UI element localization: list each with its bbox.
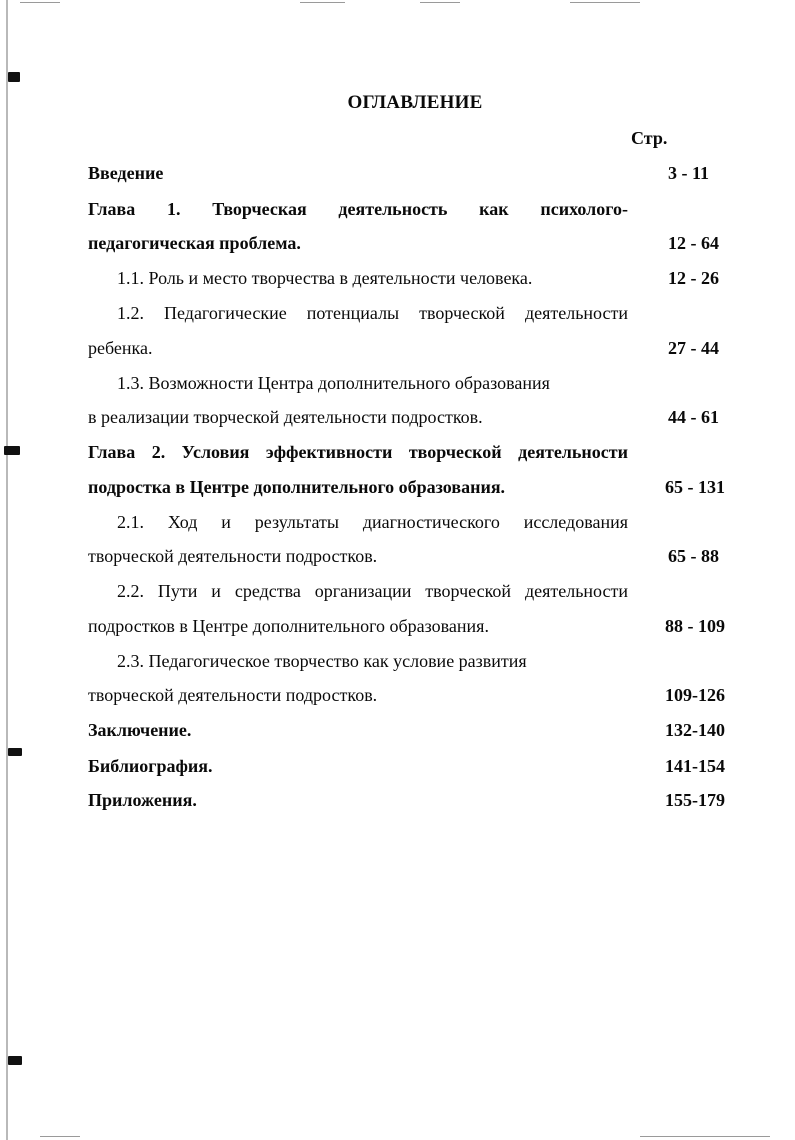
toc-entry-section-2-1-cont: творческой деятельности подростков. (88, 546, 378, 566)
toc-entry-introduction: Введение (88, 163, 164, 183)
toc-page-range: 3 - 11 (667, 163, 709, 183)
toc-page-range: 12 - 26 (668, 268, 719, 288)
toc-page-range: 65 - 131 (665, 477, 725, 497)
toc-entry-appendices: Приложения. (88, 790, 197, 810)
toc-page-range: 155-179 (665, 790, 725, 810)
toc-page-range: 109-126 (665, 685, 725, 705)
scan-artifact (20, 2, 60, 3)
scan-artifact (40, 1136, 80, 1137)
toc-page-range: 12 - 64 (668, 233, 719, 253)
toc-entry-section-2-2-cont: подростков в Центре дополнительного образования. (88, 616, 489, 636)
page-column-header: Стр. (631, 128, 668, 148)
toc-title: ОГЛАВЛЕНИЕ (347, 92, 483, 113)
toc-entry-chapter-1: Глава 1. Творческая деятельность как психолого- (88, 199, 628, 219)
toc-entry-section-1-2: 1.2. Педагогические потенциалы творческой деятельности (117, 303, 628, 323)
toc-entry-chapter-2: Глава 2. Условия эффективности творческой деятельности (88, 442, 628, 462)
scan-left-edge (6, 0, 8, 1140)
binding-mark (8, 72, 20, 82)
binding-mark (8, 748, 22, 756)
binding-mark (4, 446, 20, 455)
toc-entry-section-1-3-cont: в реализации творческой деятельности подростков. (88, 407, 483, 427)
toc-entry-section-1-2-cont: ребенка. (88, 338, 153, 358)
toc-entry-section-1-3: 1.3. Возможности Центра дополнительного образования (117, 373, 550, 393)
toc-entry-section-2-3: 2.3. Педагогическое творчество как условие развития (117, 651, 527, 671)
toc-page-range: 141-154 (665, 756, 725, 776)
toc-entry-chapter-1-cont: педагогическая проблема. (88, 233, 301, 253)
toc-page-range: 27 - 44 (668, 338, 719, 358)
toc-entry-section-2-3-cont: творческой деятельности подростков. (88, 685, 378, 705)
scan-artifact (640, 1136, 770, 1137)
toc-page-range: 132-140 (665, 720, 725, 740)
toc-entry-section-1-1: 1.1. Роль и место творчества в деятельности человека. (117, 268, 533, 288)
toc-entry-bibliography: Библиография. (88, 756, 213, 776)
toc-entry-section-2-1: 2.1. Ход и результаты диагностического исследования (117, 512, 628, 532)
toc-entry-section-2-2: 2.2. Пути и средства организации творческой деятельности (117, 581, 628, 601)
toc-page-range: 65 - 88 (668, 546, 719, 566)
scan-artifact (420, 2, 460, 3)
scan-artifact (570, 2, 640, 3)
toc-page-range: 44 - 61 (668, 407, 719, 427)
toc-entry-conclusion: Заключение. (88, 720, 192, 740)
toc-page-range: 88 - 109 (665, 616, 725, 636)
toc-entry-chapter-2-cont: подростка в Центре дополнительного образования. (88, 477, 506, 497)
binding-mark (8, 1056, 22, 1065)
scan-artifact (300, 2, 345, 3)
